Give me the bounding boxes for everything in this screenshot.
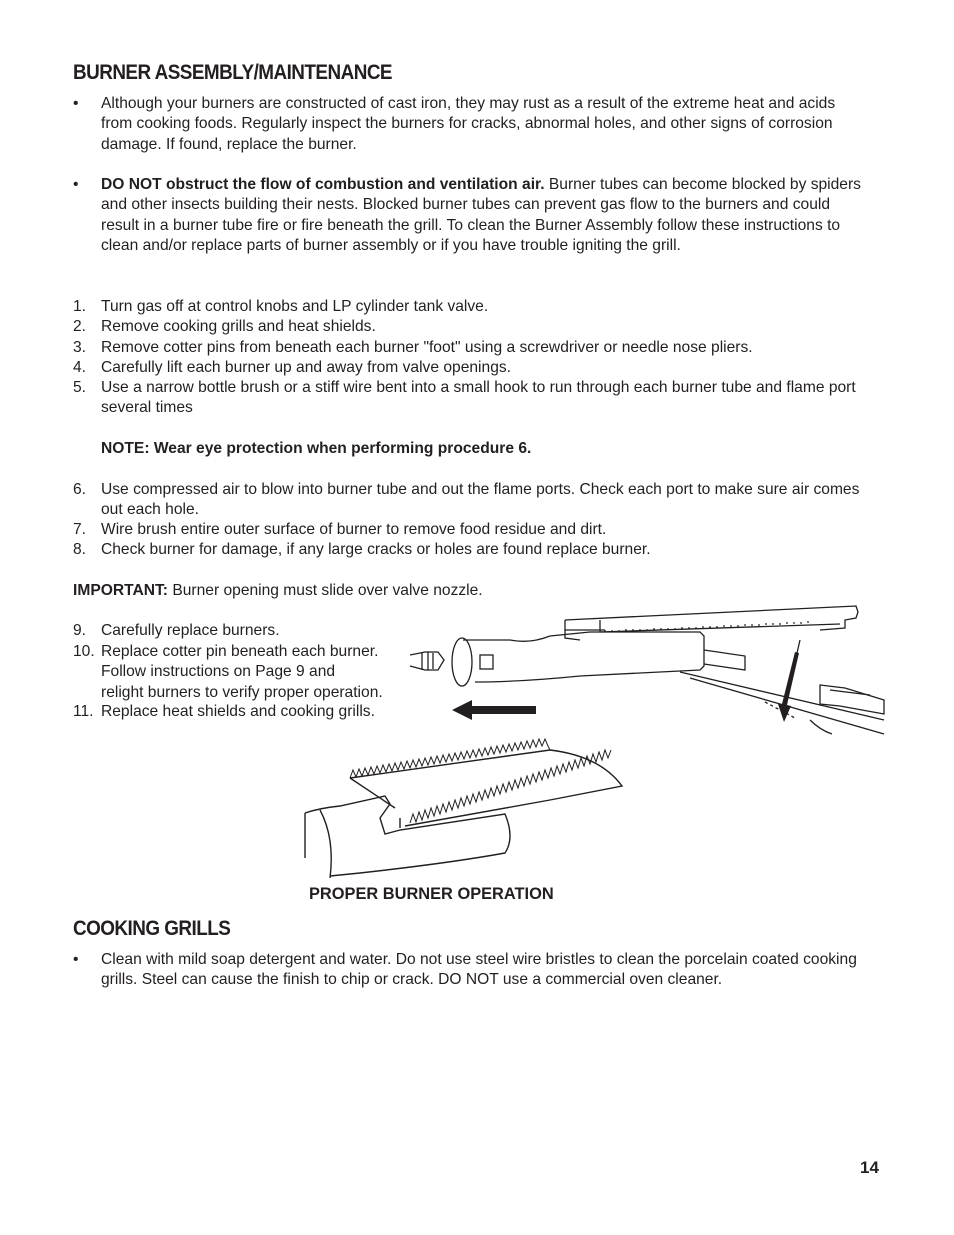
section-heading-burner-assembly: BURNER ASSEMBLY/MAINTENANCE [73, 61, 393, 84]
step-number: 7. [73, 521, 87, 538]
step-text: Remove cooking grills and heat shields. [101, 318, 376, 335]
burner-replacement-illustration [400, 600, 890, 740]
bullet-item [73, 950, 863, 991]
step-text: Wire brush entire outer surface of burner to remove food residue and dirt. [101, 521, 607, 538]
step-number: 4. [73, 359, 87, 376]
important-text: Burner opening must slide over valve nozzle. [168, 582, 483, 599]
step-item [73, 520, 863, 540]
eye-protection-note: NOTE: Wear eye protection when performing procedure 6. [101, 440, 532, 457]
bullet-text: Clean with mild soap detergent and water. Do not use steel wire bristles to clean the porcelain coated cooking grills. Steel can cause the finish to chip or crack. DO NOT use a commercial oven cleaner. [101, 951, 857, 989]
step-text: Replace heat shields and cooking grills. [101, 703, 375, 720]
step-number: 2. [73, 318, 87, 335]
step-number: 3. [73, 339, 87, 356]
step-text-line: relight burners to verify proper operation. [101, 683, 383, 701]
important-note [73, 581, 483, 601]
bullet-marker: • [73, 951, 79, 968]
step-number: 10. [73, 643, 95, 660]
step-number: 8. [73, 541, 87, 558]
step-number: 5. [73, 379, 87, 396]
step-number: 6. [73, 481, 87, 498]
proper-burner-operation-illustration [300, 738, 630, 883]
flame-teeth [350, 739, 611, 823]
important-label: IMPORTANT: [73, 582, 168, 599]
step-number: 11. [73, 703, 94, 720]
step-item [73, 378, 863, 419]
bullet-item [73, 94, 863, 155]
bullet-item [73, 175, 863, 256]
figure-caption: PROPER BURNER OPERATION [309, 885, 554, 903]
step-item [73, 358, 863, 378]
step-text: Turn gas off at control knobs and LP cylinder tank valve. [101, 298, 489, 315]
step-item [73, 297, 863, 317]
bullet-marker: • [73, 176, 79, 193]
bullet-marker: • [73, 95, 79, 112]
step-text: Use a narrow bottle brush or a stiff wire bent into a small hook to run through each burner tube and flame port several times [101, 379, 856, 417]
bullet-text: Burner tubes can become blocked by spiders and other insects building their nests. Blocked burner tubes can prevent gas flow to the burners and could result in a burner tube fire or fire beneath the grill. To clean the Burner Assembly follow these instructions to clean and/or replace parts of burner assembly or if you have trouble igniting the grill. [101, 176, 861, 254]
step-text-line: Replace cotter pin beneath each burner. [101, 643, 379, 660]
bullet-bold-warning: DO NOT obstruct the flow of combustion and ventilation air. [101, 176, 545, 193]
step-text: Carefully replace burners. [101, 622, 280, 639]
step-text: Check burner for damage, if any large cracks or holes are found replace burner. [101, 541, 651, 558]
step-number: 9. [73, 622, 87, 639]
step-text: Remove cotter pins from beneath each burner "foot" using a screwdriver or needle nose pliers. [101, 339, 753, 356]
step-item [73, 621, 413, 641]
direction-arrow-left [452, 700, 536, 720]
page-number: 14 [860, 1158, 879, 1177]
step-item [73, 540, 863, 560]
step-text: Use compressed air to blow into burner tube and out the flame ports. Check each port to make sure air comes out each hole. [101, 481, 860, 519]
step-item [73, 480, 863, 521]
step-text-line: Follow instructions on Page 9 and [101, 663, 336, 681]
step-text: Carefully lift each burner up and away from valve openings. [101, 359, 511, 376]
step-number: 1. [73, 298, 87, 315]
step-item [73, 338, 863, 358]
direction-arrow-down [778, 652, 799, 722]
bullet-text: Although your burners are constructed of cast iron, they may rust as a result of the extreme heat and acids from cooking foods. Regularly inspect the burners for cracks, abnormal holes, and other signs of corrosion damage. If found, replace the burner. [101, 95, 836, 153]
step-item [73, 642, 413, 703]
step-item [73, 702, 413, 722]
step-item [73, 317, 863, 337]
section-heading-cooking-grills: COOKING GRILLS [73, 917, 231, 940]
